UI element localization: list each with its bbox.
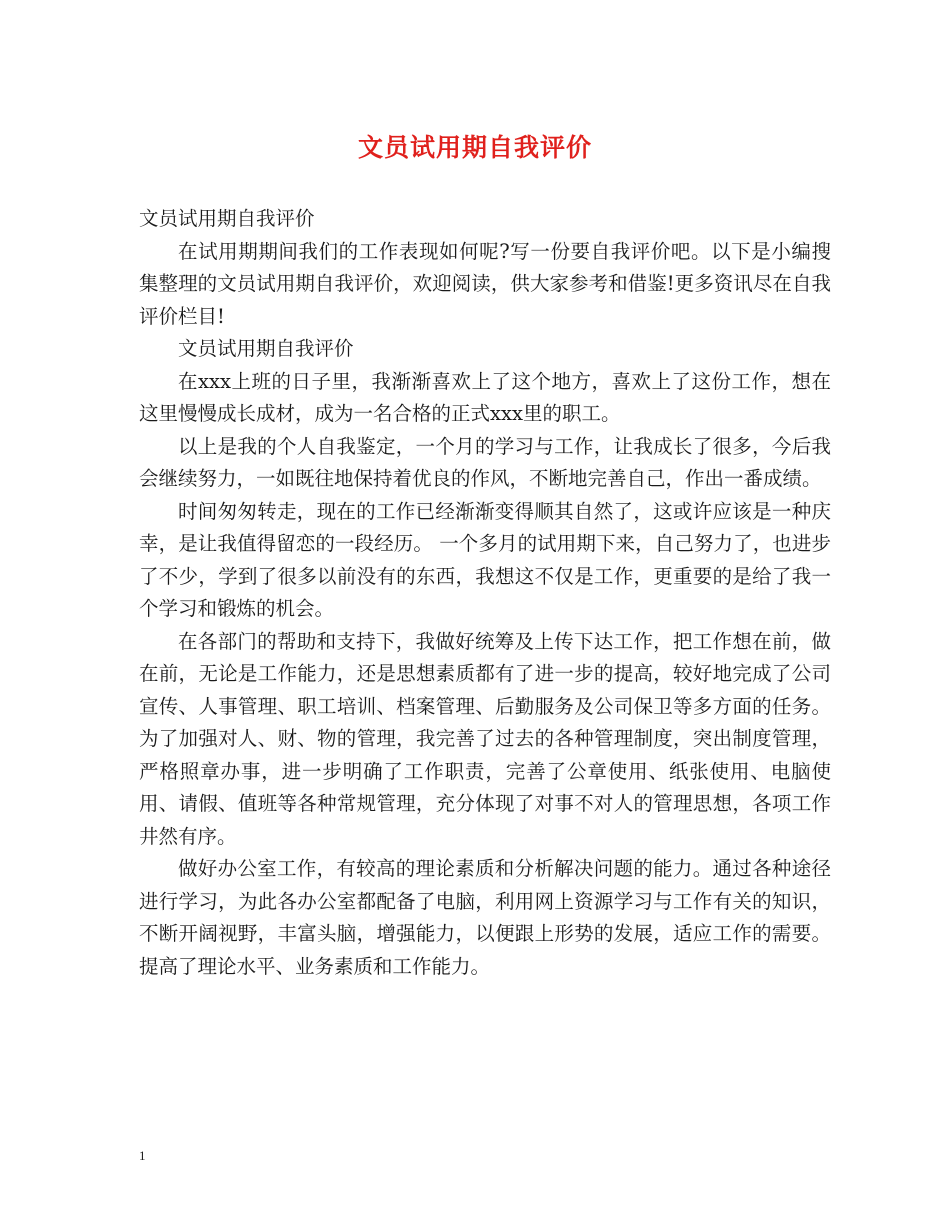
paragraph: 文员试用期自我评价 (139, 207, 315, 230)
paragraph: 在试用期期间我们的工作表现如何呢?写一份要自我评价吧。以下是小编搜集整理的文员试用期自我评价，欢迎阅读，供大家参考和借鉴!更多资讯尽在自我评价栏目! (139, 239, 831, 328)
document-body (139, 203, 831, 983)
paragraph: 做好办公室工作，有较高的理论素质和分析解决问题的能力。通过各种途径进行学习，为此各办公室都配备了电脑，利用网上资源学习与工作有关的知识，不断开阔视野，丰富头脑，增强能力，以便跟上形势的发展，适应工作的需要。提高了理论水平、业务素质和工作能力。 (139, 857, 831, 978)
document-title: 文员试用期自我评价 (357, 133, 592, 162)
paragraph: 以上是我的个人自我鉴定，一个月的学习与工作，让我成长了很多，今后我会继续努力，一如既往地保持着优良的作风，不断地完善自己，作出一番成绩。 (139, 434, 831, 490)
paragraph: 在xxx上班的日子里，我渐渐喜欢上了这个地方，喜欢上了这份工作，想在这里慢慢成长成材，成为一名合格的正式xxx里的职工。 (139, 369, 831, 425)
paragraph: 时间匆匆转走，现在的工作已经渐渐变得顺其自然了，这或许应该是一种庆幸，是让我值得留恋的一段经历。 一个多月的试用期下来，自己努力了，也进步了不少，学到了很多以前没有的东西，我想这不仅是工作，更重要的是给了我一个学习和锻炼的机会。 (139, 499, 831, 620)
paragraph: 在各部门的帮助和支持下，我做好统筹及上传下达工作，把工作想在前，做在前，无论是工作能力，还是思想素质都有了进一步的提高，较好地完成了公司宣传、人事管理、职工培训、档案管理、后勤服务及公司保卫等多方面的任务。为了加强对人、财、物的管理，我完善了过去的各种管理制度，突出制度管理，严格照章办事，进一步明确了工作职责，完善了公章使用、纸张使用、电脑使用、请假、值班等各种常规管理，充分体现了对事不对人的管理思想，各项工作井然有序。 (139, 629, 831, 848)
paragraph: 文员试用期自我评价 (178, 337, 354, 360)
page-number: 1 (139, 1148, 146, 1163)
